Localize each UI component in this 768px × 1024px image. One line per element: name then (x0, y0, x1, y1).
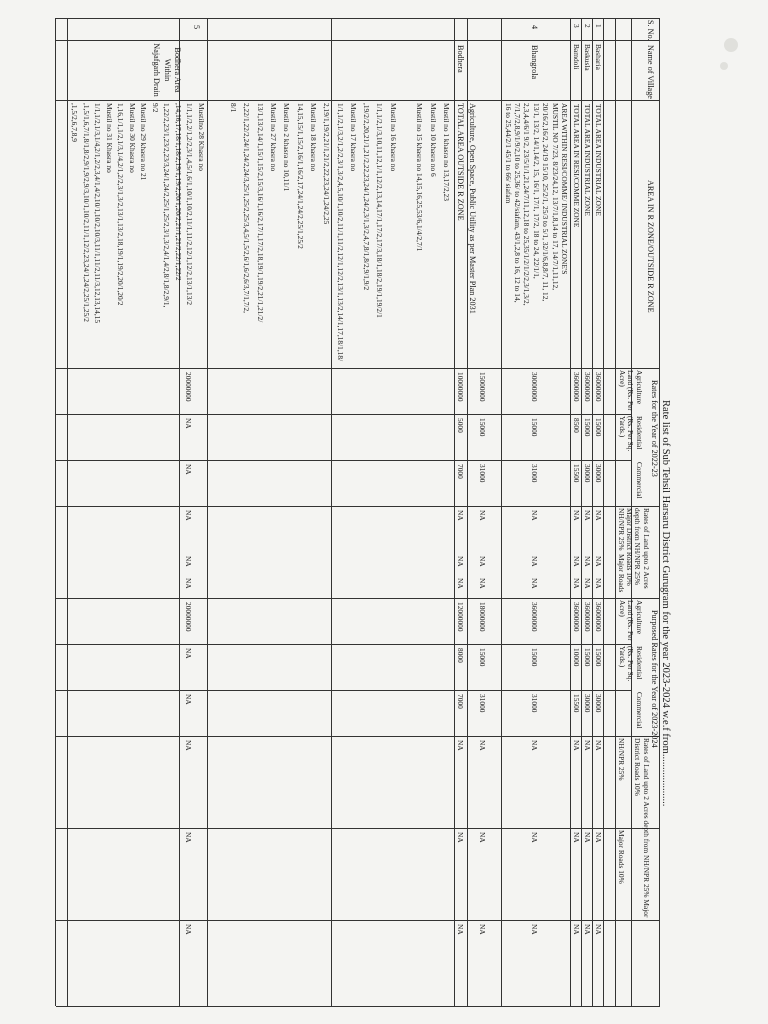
bodhera-khasra-line: 2,19/1,19/2,21/1,21/2,22,23,24/1,24/2,25 (322, 103, 332, 225)
col-line (56, 460, 632, 461)
row5-value-m1: NA (184, 556, 193, 567)
row-line (581, 18, 582, 1006)
bodhera-khasra-line: 13/1,13/2,14/1,15/1,15/2,15/3,16/1,16/2,17/1,17/2,18,19/1,19/2,21/1,21/2/ (255, 103, 265, 323)
bodhera-khasra-line: 2,22/1,22/2,24/1,24/2,24/3,25/1,25/2,25/3,4,5/1,5/2,6/1,6/2,6/3,7/1,7/2, (242, 103, 252, 314)
row-value-n2: NA (594, 740, 603, 751)
bodhera-value-a2: 12000000 (456, 602, 465, 632)
header-major-2022: Major Roads (617, 554, 626, 593)
row-village: Baskusla (583, 44, 592, 71)
header-nh-2022: NH/NPR 25% (617, 508, 626, 551)
row-value-n1: NA (583, 510, 592, 521)
bodhera-khasra-line: 1/1,1/2,1/3,10,11,12,1/1,12/2,13,14,17/1,17/2,17/3,18/1,18/2,19/1,19/2/1 (375, 103, 385, 318)
row5-khasra-line: 1,22/2,23/1,23/2,23/3,24/1,24/2,25/1,25/2,3/1,3/2,4/1,4/2,8/1,8/2,9/1, (162, 103, 172, 308)
row4-agri-value-m2: NA (478, 832, 487, 843)
row-value-a2: 36000000 (594, 602, 603, 632)
row-value-m1: NA (594, 556, 603, 567)
row-sno: 2 (583, 24, 592, 28)
bodhera-value-x2: NA (456, 924, 465, 935)
bodhera-value-n1: NA (456, 510, 465, 521)
bodhera-value-n2: NA (456, 740, 465, 751)
header-major-2023: Major Roads 10% (617, 830, 626, 884)
row4-village: Bhangrola (530, 45, 539, 80)
row-area: TOTAL AREA INDUSTRIAL ZONE (594, 104, 603, 216)
bodhera-khasra-line: 14,15,15/1,15/2,16/1,16/2,17,24/1,24/2,25/1,25/2 (295, 103, 305, 249)
row4-value-m2: NA (530, 832, 539, 843)
row-value-r2: 15000 (594, 648, 603, 667)
row-sno: 3 (572, 24, 581, 28)
row5-sno: 5 (192, 25, 201, 30)
header-road-2022: Rates of Land upto 2 Acres depth from NH/NPR 25% Major District Roads 10% (624, 508, 651, 589)
row-line (67, 18, 68, 1006)
col-line (56, 414, 632, 415)
row-line (501, 18, 502, 1006)
row-value-m2: NA (583, 832, 592, 843)
row-value-m1: NA (572, 556, 581, 567)
row5-value-a1: 20000000 (184, 372, 193, 402)
row-value-r1: 8500 (572, 418, 581, 433)
row-line (603, 18, 604, 1006)
bodhera-village: Bodhera (456, 45, 465, 73)
row4-value-x1: NA (530, 578, 539, 589)
row-value-n2: NA (583, 740, 592, 751)
header-road-2023: Rates of Land upto 2 Acres depth from NH/NPR 25% Major District Roads 10% (633, 738, 651, 918)
row5-village: Bodhera Area Within Najafgarh Drain (152, 43, 182, 97)
row4-value-c1: 31000 (530, 464, 539, 483)
row-value-c2: 30000 (594, 694, 603, 713)
row-line (570, 18, 571, 1006)
row4-agri-value-r1: 15000 (478, 418, 487, 437)
col-line (56, 598, 660, 599)
row5-khasra-line: ,1,5/2,6,7,8,9 (70, 103, 80, 143)
row-value-c1: 30000 (583, 464, 592, 483)
row5-value-m2: NA (184, 832, 193, 843)
bodhera-value-r2: 8000 (456, 648, 465, 663)
row4-khasra-line: 13/1, 13/2, 14/1,14/2, 15, 16/1, 17/1, 17/2, 18 to 24, 22/1/1, (531, 103, 541, 279)
row4-agri-value-x2: NA (478, 924, 487, 935)
bodhera-value-r1: 5000 (456, 418, 465, 433)
table-border-top (659, 18, 660, 1006)
col-line (56, 368, 660, 369)
bodhera-khasra-line: 8/1 (229, 103, 239, 113)
row4-value-r2: 15000 (530, 648, 539, 667)
row5-value-a2: 20000000 (184, 602, 193, 632)
row4-khasra-line: MUSTIL NO 7/23, 8/23/24,12, 13/7/1,8,14 to 17, 14/7/1,11,12, (550, 103, 560, 291)
row4-sno: 4 (530, 25, 539, 30)
bodhera-khasra-line: Mustil no 17 khasra no (348, 103, 358, 172)
col-line (56, 828, 660, 829)
bodhera-value-a1: 10000000 (456, 372, 465, 402)
col-line (56, 100, 660, 101)
header-resi-2023: Residential (Rs. Per Sq. Yards.) (617, 646, 644, 682)
col-line (56, 40, 660, 41)
row5-value-n2: NA (184, 740, 193, 751)
row5-value-x2: NA (184, 924, 193, 935)
bodhera-khasra-line: 1/1,1/2,1/3,2/1,2/2,3/1,3/2,4,5,10/1,10/2,11/1,11/2,12/1,12/2,13/1,13/2,14/1,17,18/1,18/ (335, 103, 345, 362)
row-value-r1: 15000 (583, 418, 592, 437)
header-nh-2023: NH/NPR 25% (617, 738, 626, 781)
table-border-right (56, 1006, 660, 1007)
row5-value-c2: NA (184, 694, 193, 705)
row4-agri-value-n2: NA (478, 740, 487, 751)
row-value-c1: 30000 (594, 464, 603, 483)
header-comm-2022: Commercial (635, 462, 644, 499)
bodhera-khasra-line: Mustil no 2 khasra no 10,11/1 (282, 103, 292, 192)
row5-khasra-line: Mustilno 28 Khasra no (197, 103, 206, 171)
row-village: Basharia (594, 44, 603, 70)
bodhera-value-m1: NA (456, 556, 465, 567)
row5-khasra-line: 9/2 (151, 103, 160, 113)
row-value-r2: 10000 (572, 648, 581, 667)
row5-khasra-line: Mustil no 31 Khasra no (105, 103, 114, 173)
row-value-a1: 36000000 (594, 372, 603, 402)
row-value-x2: NA (583, 924, 592, 935)
header-agri-2023: Agriculture Land (Rs. Per Acre) (617, 600, 644, 641)
bodhera-title: TOTAL AREA OUTSIDE R ZONE (456, 103, 465, 221)
row5-value-r1: NA (184, 418, 193, 429)
row5-khasra-line: ,14,16,17,18/1,18/2,19/1,19/2,20/1,20/2,21/1,21/2,22/1,22/2 (174, 103, 183, 281)
row-value-x1: NA (594, 578, 603, 589)
row-area: TOTAL AREA INDUSTRIAL ZONE (583, 104, 592, 216)
row5-value-r2: NA (184, 648, 193, 659)
header-agri-2022: Agriculture Land (Rs. Per Acre) (617, 370, 644, 411)
bodhera-khasra-line: ,19/2/2,20,21/1,21/2,22,23,24/1,24/2,3/1,3/2,4,7,8/1,8/2,9/1,9/2 (362, 103, 372, 291)
row4-khasra-line: 7/1,7/2,8,9/1/9/2,10 to 25,36/ to 42/siafam, 43/1,2,8 to 16, 12 to 14, (513, 103, 522, 303)
row4-agri-value-r2: 15000 (478, 648, 487, 667)
table-border-bottom (55, 18, 56, 1006)
row5-khasra-line: ,1,5/1,6,7/1,8/1,8/2,9/1,9/2,9/3,10/1,10/2,11/1,12/2,23,24/1,24/2,25/1,25/2 (82, 103, 91, 322)
header-area: AREA IN R ZONE/OUTSIDE R ZONE (646, 180, 655, 313)
row4-value-x2: NA (530, 924, 539, 935)
row5-khasra-line: 1/1,1/2,2/1,2/2,3/1,4,5/1,6/1,10/1,10/2,11/1,11/2,12/1,12/2,13/1,13/2 (185, 103, 195, 306)
row4-khasra-line: 16 to 25,44/2/1 45/1 to 66/ siafam (503, 103, 513, 204)
row-value-m1: NA (583, 556, 592, 567)
row4-value-a2: 36000000 (530, 602, 539, 632)
bodhera-value-c1: 7000 (456, 464, 465, 479)
row-value-m2: NA (594, 832, 603, 843)
row4-agri-value-c1: 31000 (478, 464, 487, 483)
row-value-a2: 36000000 (572, 602, 581, 632)
row4-value-c2: 31000 (530, 694, 539, 713)
bodhera-khasra-line: Mustil no 10 khasra no 6 (428, 103, 438, 177)
row-value-n1: NA (594, 510, 603, 521)
row5-khasra-line: Mustil no 30 Khasra no (128, 103, 137, 173)
row-value-m2: NA (572, 832, 581, 843)
row-value-n2: NA (572, 740, 581, 751)
row-sno: 1 (594, 24, 603, 28)
row5-value-c1: NA (184, 464, 193, 475)
punch-hole-mark (724, 38, 738, 52)
col-line (56, 690, 632, 691)
bodhera-value-m2: NA (456, 832, 465, 843)
row4-agri-value-c2: 31000 (478, 694, 487, 713)
row-value-c2: 15500 (572, 694, 581, 713)
header-rates-2023-24: Purposed Rates for the Year of 2023-2024 (650, 610, 659, 748)
row-value-r2: 15000 (583, 648, 592, 667)
row4-value-n2: NA (530, 740, 539, 751)
bodhera-khasra-line: Mustil no 1 khasra no 13,17/2,23 (442, 103, 451, 201)
header-rates-2022-23: Rates for the Year of 2022-23 (650, 380, 659, 477)
row4-khasra-line: 20/16/2,16/2, 24/19 15/10, 25/2/1, 25/3 to 5/1, 32/1/6,8,8/7, 11, 12, (541, 103, 551, 302)
row4-agri-value-a2: 18000000 (478, 602, 487, 632)
row-line (592, 18, 593, 1006)
bodhera-khasra-line: Mustil no 16 khasra no (388, 103, 398, 172)
row4-value-r1: 15000 (530, 418, 539, 437)
row5-value-x1: NA (184, 578, 193, 589)
row4-value-m1: NA (530, 556, 539, 567)
header-sno: S. No. (646, 20, 655, 41)
row4-agri-value-a1: 15000000 (478, 372, 487, 402)
row4-value-n1: NA (530, 510, 539, 521)
row4-agri-value-n1: NA (478, 510, 487, 521)
row-value-r1: 15000 (594, 418, 603, 437)
bodhera-khasra-line: Mustil no 15 khasra no 14,15,16,25,53/6,1/4/2,7/1 (415, 103, 425, 252)
row-value-c2: 30000 (583, 694, 592, 713)
row4-value-a1: 30000000 (530, 372, 539, 402)
row-village: Bamdoli (572, 44, 581, 70)
header-line (331, 18, 332, 1006)
row5-khasra-line: 1/1,1/2,1/3,1/4,2/1,2/2,3,4/1,4/2,10/1,10/2,10/3,11/1,11/2,11/3,12,13,14,15 (93, 103, 103, 324)
punch-hole-mark (720, 62, 728, 70)
row-value-a1: 36000000 (572, 372, 581, 402)
header-village: Name of Village (646, 45, 655, 99)
page-title: Rate list of Sub Tehsil Harsaru District Gurugram for the year 2023-2024 w.e.f from.................... (660, 400, 671, 807)
row-value-a1: 36000000 (583, 372, 592, 402)
row-value-x2: NA (594, 924, 603, 935)
row4-agri-value-x1: NA (478, 578, 487, 589)
bodhera-khasra-line: Mustil no 18 khasra no (309, 103, 318, 172)
col-line (56, 506, 660, 507)
row-value-n1: NA (572, 510, 581, 521)
row5-value-n1: NA (184, 510, 193, 521)
row5-khasra-line: 1,16,1/1,1/2,1/3,1/4,2/1,2/2,3/1,3/2,13/1,13/2,18,19/1,19/2,20/1,20/2 (116, 103, 126, 306)
row-area: TOTAL AREA IN RESI/COMME ZONE (572, 104, 581, 228)
bodhera-khasra-line: Mustil no 27 khasra no (269, 103, 279, 172)
bodhera-value-c2: 7000 (456, 694, 465, 709)
row5-khasra-line: Mustil no 29 khasra no 21 (139, 103, 149, 181)
bodhera-value-x1: NA (456, 578, 465, 589)
row-value-a2: 36000000 (583, 602, 592, 632)
col-line (56, 644, 632, 645)
header-comm-2023: Commercial (635, 692, 644, 729)
col-line (56, 736, 660, 737)
row4-khasra-line: AREA WITHIN RESI/COMME/ INDUSTRIAL ZONE'S (560, 103, 569, 275)
row4-agri-value-m1: NA (478, 556, 487, 567)
row-value-x1: NA (572, 578, 581, 589)
col-line (56, 920, 660, 921)
row-value-c1: 15500 (572, 464, 581, 483)
header-line (615, 18, 616, 1006)
row4-agri-text: Agriculture, Open Space, Public Utility as per Master Plan 2031 (468, 103, 477, 314)
row-value-x1: NA (583, 578, 592, 589)
row4-khasra-line: 2,3,4,4/6/1 9/2, 23/5/1/1,21,24/7/11,12,18 to 25,35/1/2/1/2/2,3/1,3/2, (522, 103, 532, 306)
row-line (207, 18, 208, 1006)
row-value-x2: NA (572, 924, 581, 935)
header-resi-2022: Residential (Rs. Per Sq. Yards.) (617, 416, 644, 452)
